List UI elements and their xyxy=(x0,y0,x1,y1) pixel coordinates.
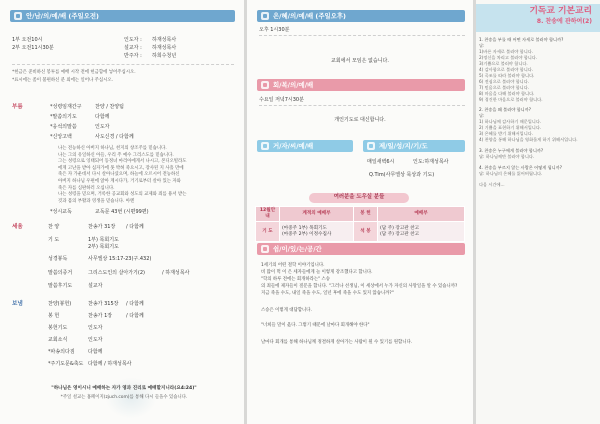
order-item xyxy=(48,244,88,251)
reflection-line: 날마다 회개를 통해 하나님께 정결하게 살아가는 사람이 될 수 있기를 원합니다. xyxy=(261,340,413,346)
dawn-prayer-time: 매일새벽6시 xyxy=(367,159,395,165)
reflection-text xyxy=(261,262,465,346)
banner-bullet-icon xyxy=(261,142,269,150)
order-scripture: 찬송가 315장 xyxy=(88,301,119,307)
reflection-line: 1세기의 어떤 철학 이야기입니다. xyxy=(261,263,325,268)
reflection-spacer xyxy=(261,314,465,322)
order-detail: 사도신경 / 다함께 xyxy=(95,134,134,140)
afternoon-time: 오후 1시30분 xyxy=(259,27,290,33)
seed-service-banner xyxy=(257,140,353,152)
reflection-line: 지금 죽을 수도, 내일 죽을 수도, 일년 후에 죽을 수도 있지 않습니까?" xyxy=(261,291,394,297)
creed-line: 나는 그의 유일하신 아들, 우리 주 예수 그리스도를 믿습니다. xyxy=(58,152,174,158)
doctrine-line: 4) 찬양을 통해 하나님을 영화롭게 하기 위해서입니다. xyxy=(479,137,578,143)
duty-header: 12월안내 xyxy=(256,207,280,222)
dawn-prayer-qt: Q.Tim(사무엘상 묵상과 기도) xyxy=(369,172,435,178)
dawn-prayer-leader: 인도:하재성목사 xyxy=(413,159,449,165)
order-item: *주기도문&축도 xyxy=(48,361,84,367)
order-scripture: 인도자 xyxy=(88,325,103,331)
dawn-prayer-row xyxy=(367,159,449,166)
afternoon-service-banner xyxy=(257,10,465,22)
order-item: *성시교독 xyxy=(50,209,72,215)
doctrine-body xyxy=(479,37,596,188)
order-scripture: 2부) 목회기도 xyxy=(88,244,119,250)
order-scripture: 다함께 / 하재성목사 xyxy=(88,361,132,367)
creed-line: 아버지 하나님 우편에 앉아 계시다가, 거기로부터 살아 있는 자와 xyxy=(58,179,181,185)
doctrine-line: 3)기쁨으로 불러야 합니다. xyxy=(479,60,528,66)
order-scripture: 설교자 xyxy=(88,283,103,289)
order-detail: / 다함께 xyxy=(126,301,144,307)
dawn-prayer-title: 제/일/성/지/기/도 xyxy=(379,141,428,150)
order-item: 기 도 xyxy=(48,237,60,243)
doctrine-header xyxy=(476,4,600,32)
duty-table xyxy=(255,206,465,242)
service-note: *표시에는 좀이 불편하신 분 외에는 일어나 주십시오. xyxy=(12,78,114,83)
order-row xyxy=(50,209,149,216)
order-row xyxy=(48,224,144,231)
reflection-spacer xyxy=(261,297,465,307)
service-time xyxy=(12,53,124,60)
creed-line: 나는 전능하신 아버지 하나님, 천지의 창조주를 믿습니다. xyxy=(58,146,167,151)
doctrine-line: 3) 은혜를 받기 위해서입니다. xyxy=(479,131,534,137)
reflection-line: 의 죄들에 제자들이 질문을 합니다. "그러나 선생님, 이 세상에서 누가 자신의 사망일을 알 수 있습니까? xyxy=(261,284,458,290)
wednesday-time: 수요일 저녁7시30분 xyxy=(259,97,304,103)
order-row xyxy=(48,283,103,290)
wednesday-notice: 개인기도로 대신합니다. xyxy=(334,117,386,123)
morning-service-banner xyxy=(10,10,235,22)
order-detail: 인도자 xyxy=(95,124,110,130)
apostles-creed xyxy=(58,146,238,205)
doctrine-line: 1. 찬송을 부를 때 어떤 자세로 불러야 합니까? xyxy=(479,37,564,42)
banner-bullet-icon xyxy=(14,12,22,20)
wednesday-service-banner xyxy=(257,79,465,91)
creed-line: 그는 성령으로 잉태되어 동정녀 마리아에게서 나시고, 본디오빌라도 xyxy=(58,159,187,165)
order-scripture: 인도자 xyxy=(88,337,103,343)
panel-other-services xyxy=(247,0,473,424)
order-item: 찬 양 xyxy=(48,224,60,230)
doctrine-line: 1) 하나님께 감사하기 때문입니다. xyxy=(479,119,542,125)
service-note: *헌금은 준비하신 봉투를 예배 시작 전에 헌금함에 넣어주십시오. xyxy=(12,70,136,75)
order-item: 교회소식 xyxy=(48,337,68,343)
order-row xyxy=(48,349,103,356)
service-role: 반주자 : xyxy=(124,53,142,59)
doctrine-line: 2) 기쁨을 표현하기 위해서입니다. xyxy=(479,125,542,131)
rest-space-banner xyxy=(257,243,465,255)
duty-cell: 석 봉 xyxy=(354,222,378,242)
doctrine-line: 6) 전심으로 불러야 합니다. xyxy=(479,78,530,84)
service-time-row xyxy=(12,37,232,44)
reflection-line: 비 많이 먹 이 은 세자들에게 늘 이렇게 강조했다고 합니다. xyxy=(261,270,373,276)
creed-line: 나는 성령을 믿으며, 거룩한 공교회와 성도의 교제와 죄를 용서 받는 xyxy=(58,192,187,198)
rest-space-title: 쉼/이/있/는/공/간 xyxy=(273,244,322,253)
order-row xyxy=(48,313,144,320)
service-person: 하희수청년 xyxy=(152,53,177,59)
order-detail: / 하재성목사 xyxy=(162,270,190,276)
dawn-prayer-banner xyxy=(363,140,465,152)
order-item: 말씀후기도 xyxy=(48,283,73,289)
order-scripture: 사무엘상 15:17-23(구.432) xyxy=(88,256,152,262)
doctrine-line: 8) 마음을 다해 불러야 합니다. xyxy=(479,90,535,96)
doctrine-line: 답: 하나님께만 불러야 합니다. xyxy=(479,154,535,160)
order-item: 성경봉독 xyxy=(48,256,68,262)
wednesday-service-title: 회/복/의/예/배 xyxy=(273,80,314,89)
order-item: *파송의다짐 xyxy=(48,349,75,355)
divider xyxy=(12,64,234,65)
afternoon-service-title: 은/혜/의/예/배 (주일오후) xyxy=(273,11,346,20)
duty-cell: (마중주 1부) 목회기도 (마중주 2부) 이정수집사 xyxy=(280,222,354,242)
service-role: 설교자 : xyxy=(124,45,142,51)
doctrine-subtitle: 8. 찬송에 관하여(2) xyxy=(536,17,592,25)
doctrine-line: 답: xyxy=(479,113,485,119)
service-time-row xyxy=(12,45,232,52)
order-row xyxy=(48,337,103,344)
banner-bullet-icon xyxy=(261,12,269,20)
order-scripture: 찬송가 31장 xyxy=(88,224,116,230)
order-detail: 다함께 xyxy=(95,114,110,120)
panel-doctrine xyxy=(476,0,600,424)
afternoon-notice: 교회에서 모임은 없습니다. xyxy=(331,58,389,64)
order-item: 봉헌기도 xyxy=(48,325,68,331)
doctrine-line: 2. 찬송을 왜 불러야 합니까? xyxy=(479,107,531,113)
order-scripture: 다함께 xyxy=(88,349,103,355)
reflection-line: "너희들 말이 옳다. 그렇기 때문에 날마다 회개해야 한다" xyxy=(261,323,370,329)
order-item: 찬양(봉헌) xyxy=(48,301,72,307)
helpers-title: 여러분을 도우실 분들 xyxy=(309,193,409,203)
doctrine-line: 7) 믿음으로 불러야 합니다. xyxy=(479,84,530,90)
duty-header: 예배부 xyxy=(378,207,465,222)
order-detail: 교독문 43번 (시편99편) xyxy=(95,209,149,215)
section-label-send: 보냄 xyxy=(12,301,23,307)
duty-header: 계적의 예배부 xyxy=(280,207,354,222)
doctrine-line: 다음 시간에... xyxy=(479,182,505,188)
banner-bullet-icon xyxy=(367,142,375,150)
order-item: 말씀의증거 xyxy=(48,270,73,276)
order-row xyxy=(48,325,103,332)
sermon-title: 그리스도인의 살아가기(2) xyxy=(88,270,145,276)
doctrine-line: 5) 곡조를 따라 불러야 합니다. xyxy=(479,72,535,78)
doctrine-line: 답: 하나님의 은혜를 잃어버립니다. xyxy=(479,171,543,177)
section-label-call: 부름 xyxy=(12,104,23,110)
order-row xyxy=(48,361,132,368)
order-row xyxy=(50,134,134,141)
order-row xyxy=(48,270,189,277)
order-scripture: 1부) 목회기도 xyxy=(88,237,119,243)
order-row xyxy=(48,256,151,263)
banner-bullet-icon xyxy=(261,81,269,89)
creed-line: 것과 몸의 부활과 영생을 믿습니다. 아멘 xyxy=(58,198,135,204)
order-detail: / 다함께 xyxy=(126,313,144,319)
creed-line: 에게 고난을 받아 십자가에 못 박혀 죽으시고, 장사된 지 사흘 만에 xyxy=(58,165,184,171)
seed-service-title: 거/자/씨/예/배 xyxy=(273,141,314,150)
order-row xyxy=(50,114,110,121)
doctrine-line: 9) 경건한 마음으로 불러야 합니다. xyxy=(479,96,543,102)
divider xyxy=(259,105,465,106)
order-row xyxy=(48,237,119,244)
doctrine-line: 4. 찬송을 부르지 않는 사람은 어떻게 됩니까? xyxy=(479,165,562,171)
service-person: 하재성목사 xyxy=(152,37,177,43)
footer-note: *주일 설교는 홈페이지(zjuch.com)를 통해 다시 들을수 있습니다. xyxy=(60,395,188,400)
duty-table-header xyxy=(256,207,465,222)
reflection-line: "학의 하루 전에는 회개하라는" 스승 xyxy=(261,277,331,283)
order-item: *말씀의기도 xyxy=(50,114,77,120)
service-role: 인도자 : xyxy=(124,37,142,43)
doctrine-line: 2)정신을 차리고 불러야 합니다. xyxy=(479,54,538,60)
order-detail: 찬양 / 찬양팀 xyxy=(95,104,125,110)
banner-bullet-icon xyxy=(261,245,269,253)
footer-verse: "하나님은 영이시니 예배하는 자가 영과 진리로 예배할지니라(요4:24)" xyxy=(51,386,197,391)
duty-row xyxy=(256,222,465,242)
panel-morning-service xyxy=(0,0,244,424)
order-item: *응석의말씀 xyxy=(50,124,77,130)
doctrine-line: 4) 감사함으로 불러야 합니다. xyxy=(479,66,534,72)
creed-line: 죽은 자를 심판하러 오십니다. xyxy=(58,185,115,191)
order-row xyxy=(48,244,119,251)
doctrine-line: 답: xyxy=(479,42,485,48)
doctrine-title: 기독교 기본교리 xyxy=(529,6,592,16)
order-row xyxy=(50,104,124,111)
reflection-line: 스승은 이렇게 대답합니다. xyxy=(261,308,312,314)
order-item: *신앙고백 xyxy=(50,134,72,140)
order-scripture: 찬송가 1장 xyxy=(88,313,113,319)
order-item: 봉 헌 xyxy=(48,313,60,319)
duty-cell: (답 주) 장고관 찬고 (답 주) 장고관 찬고 xyxy=(378,222,465,242)
doctrine-line: 1)바른 자세로 불러야 합니다. xyxy=(479,48,534,54)
section-label-build: 세움 xyxy=(12,224,23,230)
order-row xyxy=(50,124,110,131)
divider xyxy=(259,35,465,36)
service-time: 1부 오전10시 xyxy=(12,37,43,43)
service-time: 2부 오전11시30분 xyxy=(12,45,54,51)
doctrine-line: 3. 찬송은 누구에게 불러야 합니까? xyxy=(479,148,544,154)
duty-cell: 기 도 xyxy=(256,222,280,242)
duty-header: 봉 헌 xyxy=(354,207,378,222)
order-detail: / 다함께 xyxy=(126,224,144,230)
creed-line: 죽은 자 가운데서 다시 살아나셨으며, 하늘에 오르시어 전능하신 xyxy=(58,172,180,178)
service-time-row xyxy=(12,53,232,60)
order-item: *성령임재간구 xyxy=(50,104,82,110)
order-row xyxy=(48,301,144,308)
morning-service-title: 안/남/의/예/배 (주일오전) xyxy=(26,11,99,20)
service-person: 하재성목사 xyxy=(152,45,177,51)
reflection-spacer xyxy=(261,329,465,339)
